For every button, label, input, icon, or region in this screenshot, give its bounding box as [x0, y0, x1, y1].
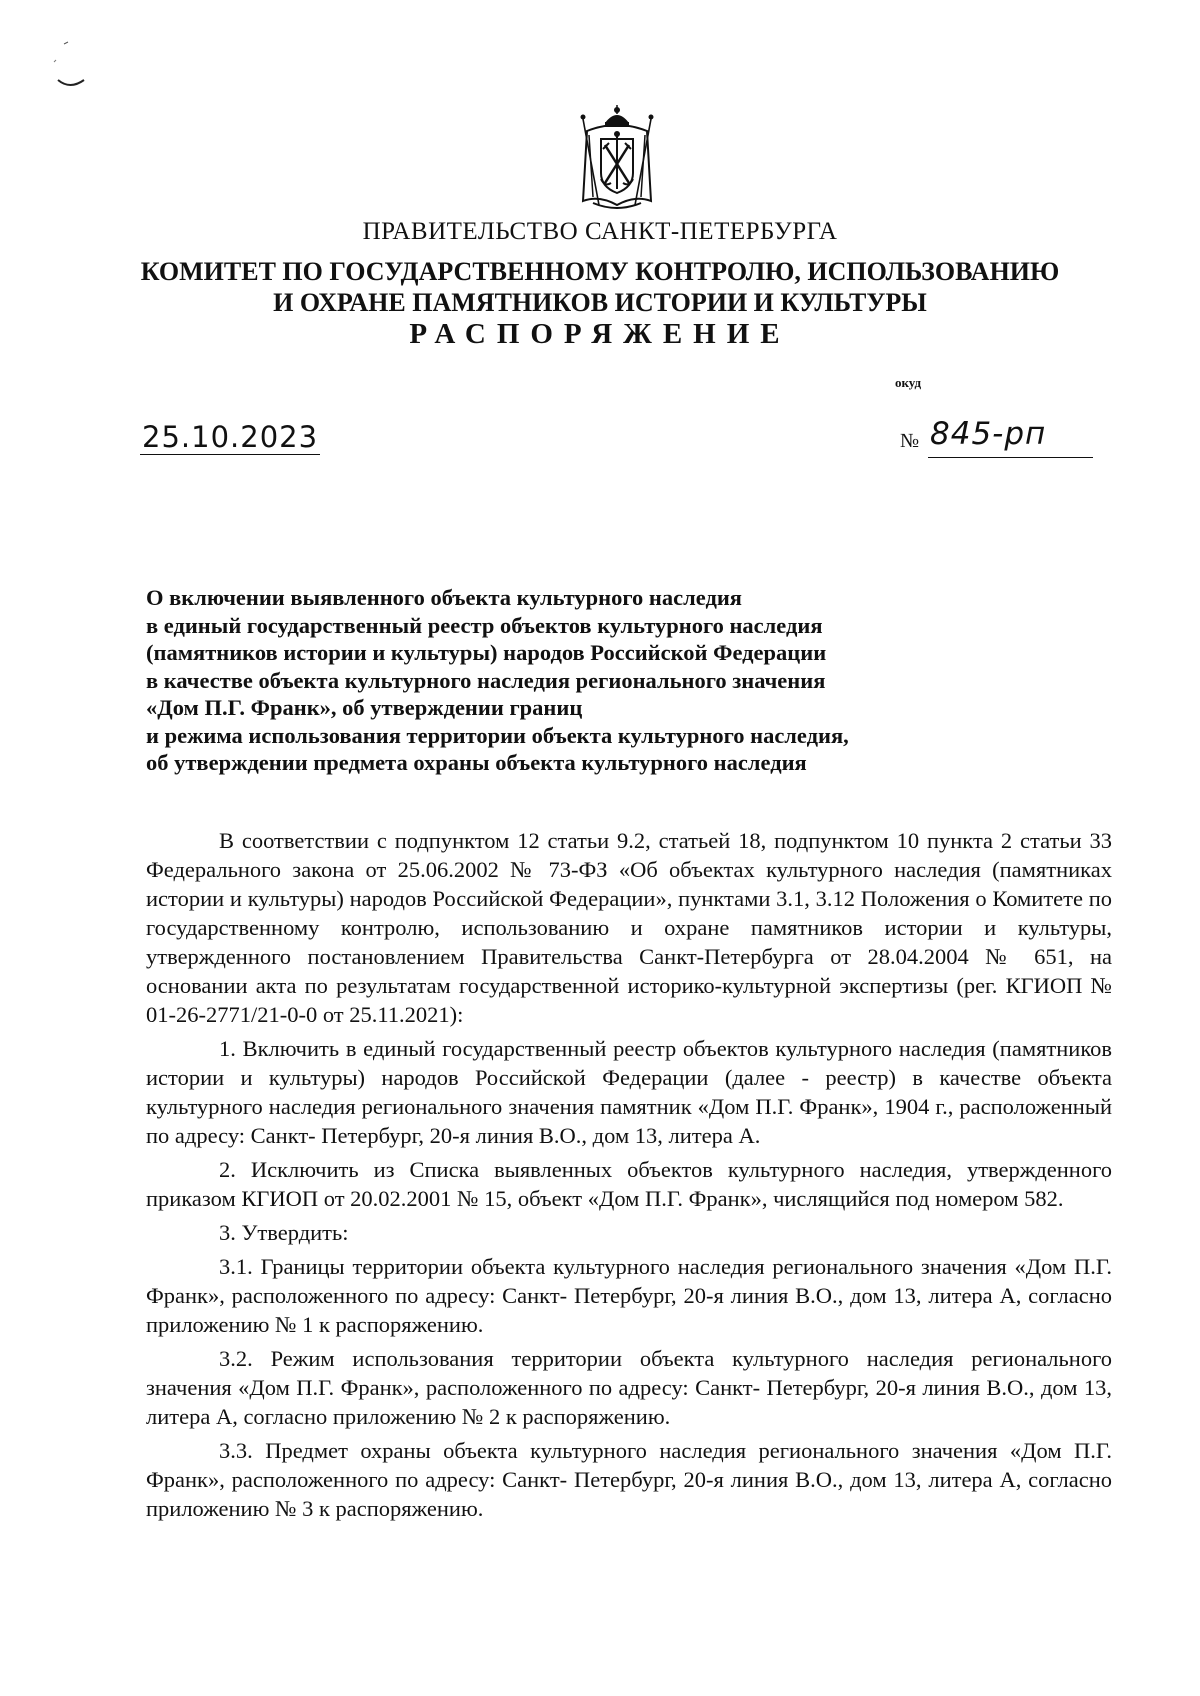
body-paragraph: 1. Включить в единый государственный реестр объектов культурного наследия (памятников истории и культуры) народов Российской Федерации (далее - реестр) в качестве объекта культурного наследия регионального значения памятник «Дом П.Г. Франк», 1904 г., расположенный по адресу: Санкт- Петербург, 20-я линия В.О., дом 13, литера А. [146, 1036, 1112, 1148]
document-subject [146, 584, 1026, 777]
subject-line: об утверждении предмета охраны объекта культурного наследия [146, 750, 807, 775]
committee-name-line: И ОХРАНЕ ПАМЯТНИКОВ ИСТОРИИ И КУЛЬТУРЫ [273, 288, 927, 317]
body-paragraph: В соответствии с подпунктом 12 статьи 9.2, статьей 18, подпунктом 10 пункта 2 статьи 33 Федерального закона от 25.06.2002 № 73-ФЗ «Об объектах культурного наследия (памятниках истории и культуры) народов Российской Федерации», пунктами 3.1, 3.12 Положения о Комитете по государственному контролю, использованию и охране памятников истории и культуры, утвержденного постановлением Правительства Санкт-Петербурга от 28.04.2004 № 651, на основании акта по результатам государственной историко-культурной экспертизы (рег. КГИОП № 01-26-2771/21-0-0 от 25.11.2021): [146, 828, 1112, 1027]
subject-line: О включении выявленного объекта культурного наследия [146, 585, 742, 610]
st-petersburg-coat-of-arms-icon [575, 105, 659, 213]
number-underline [928, 457, 1093, 458]
body-paragraph: 3. Утвердить: [219, 1220, 349, 1245]
subject-line: (памятников истории и культуры) народов Российской Федерации [146, 640, 827, 665]
subject-line: в качестве объекта культурного наследия регионального значения [146, 667, 826, 693]
document-date: 25.10.2023 [142, 420, 319, 454]
document-type-title: РАСПОРЯЖЕНИЕ [409, 318, 791, 350]
number-sign: № [900, 430, 920, 452]
committee-name-line: КОМИТЕТ ПО ГОСУДАРСТВЕННОМУ КОНТРОЛЮ, ИСПОЛЬЗОВАНИЮ [140, 257, 1060, 286]
government-name: ПРАВИТЕЛЬСТВО САНКТ-ПЕТЕРБУРГА [362, 218, 838, 245]
body-paragraph: 3.3. Предмет охраны объекта культурного наследия регионального значения «Дом П.Г. Франк», расположенного по адресу: Санкт- Петербург, 20-я линия В.О., дом 13, литера А, согласно приложению № 3 к распоряжению. [146, 1438, 1112, 1521]
subject-line: и режима использования территории объекта культурного наследия, [146, 722, 849, 748]
body-paragraph: 2. Исключить из Списка выявленных объектов культурного наследия, утвержденного приказом КГИОП от 20.02.2001 № 15, объект «Дом П.Г. Франк», числящийся под номером 582. [146, 1157, 1112, 1211]
document-number-field [900, 418, 1095, 462]
subject-line: «Дом П.Г. Франк», об утверждении границ [146, 695, 583, 720]
okud-label: окуд [895, 375, 922, 390]
subject-line: в единый государственный реестр объектов культурного наследия [146, 612, 823, 638]
committee-name [0, 256, 1200, 318]
scan-artifact-mark [44, 40, 92, 100]
body-paragraph: 3.2. Режим использования территории объекта культурного наследия регионального значения «Дом П.Г. Франк», расположенного по адресу: Санкт- Петербург, 20-я линия В.О., дом 13, литера А, согласно приложению № 2 к распоряжению. [146, 1346, 1112, 1429]
document-body [146, 826, 1112, 1528]
body-paragraph: 3.1. Границы территории объекта культурного наследия регионального значения «Дом П.Г. Франк», расположенного по адресу: Санкт- Петербург, 20-я линия В.О., дом 13, литера А, согласно приложению № 1 к распоряжению. [146, 1254, 1112, 1337]
document-number: 845-рп [930, 416, 1047, 452]
